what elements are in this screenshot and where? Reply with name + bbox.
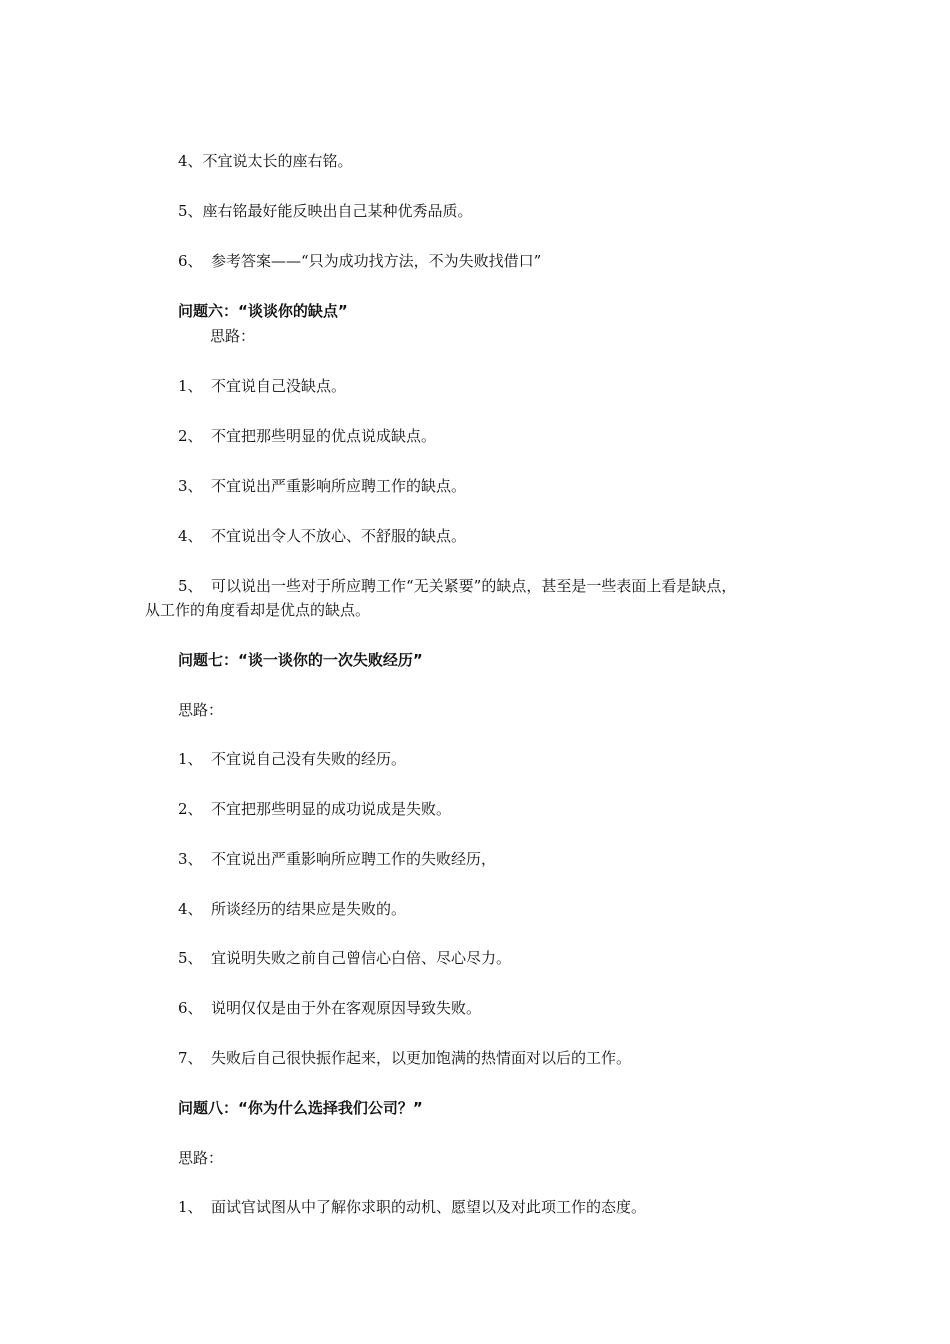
item-text: 不宜说自己没缺点。 [211, 377, 347, 395]
item-number: 5、 [178, 577, 203, 595]
item-number: 7、 [178, 1049, 203, 1067]
list-item [178, 526, 466, 546]
item-text: 不宜说出令人不放心、不舒服的缺点。 [211, 527, 467, 545]
list-item [178, 251, 541, 271]
list-item [178, 576, 736, 596]
list-item [178, 749, 406, 769]
section-heading-q6: 问题六：“谈谈你的缺点” [178, 302, 348, 320]
list-item [178, 376, 346, 396]
list-item: 5、座右铭最好能反映出自己某种优秀品质。 [178, 202, 473, 220]
item-number: 1、 [178, 750, 203, 768]
item-text: 不宜把那些明显的优点说成缺点。 [211, 427, 437, 445]
list-item [178, 476, 466, 496]
item-text: 说明仅仅是由于外在客观原因导致失败。 [211, 999, 482, 1017]
list-item [178, 849, 496, 869]
item-text: 不宜把那些明显的成功说成是失败。 [211, 800, 452, 818]
item-text: 所谈经历的结果应是失败的。 [211, 900, 407, 918]
item-text: 参考答案——“只为成功找方法，不为失败找借口” [211, 252, 542, 270]
list-item [178, 799, 451, 819]
item-number: 6、 [178, 252, 203, 270]
item-number: 2、 [178, 427, 203, 445]
list-item [178, 426, 436, 446]
item-text: 不宜说出严重影响所应聘工作的失败经历， [211, 850, 497, 868]
section-subtitle: 思路： [210, 327, 256, 345]
item-number: 5、 [178, 949, 203, 967]
list-item-continuation: 从工作的角度看却是优点的缺点。 [145, 601, 371, 619]
item-text: 可以说出一些对于所应聘工作“无关紧要”的缺点，甚至是一些表面上看是缺点， [211, 577, 737, 595]
list-item: 4、不宜说太长的座右铭。 [178, 152, 353, 170]
item-number: 4、 [178, 900, 203, 918]
item-number: 3、 [178, 850, 203, 868]
item-number: 6、 [178, 999, 203, 1017]
section-subtitle: 思路： [178, 701, 224, 719]
list-item [178, 1048, 631, 1068]
item-text: 不宜说自己没有失败的经历。 [211, 750, 407, 768]
item-number: 1、 [178, 377, 203, 395]
item-number: 4、 [178, 527, 203, 545]
item-text: 宜说明失败之前自己曾信心白倍、尽心尽力。 [211, 949, 512, 967]
section-heading-q8: 问题八：“你为什么选择我们公司？” [178, 1099, 423, 1117]
list-item [178, 899, 406, 919]
section-heading-q7: 问题七：“谈一谈你的一次失败经历” [178, 651, 423, 669]
item-text: 不宜说出严重影响所应聘工作的缺点。 [211, 477, 467, 495]
item-number: 2、 [178, 800, 203, 818]
list-item [178, 998, 481, 1018]
section-subtitle: 思路： [178, 1149, 224, 1167]
list-item [178, 948, 511, 968]
item-text: 面试官试图从中了解你求职的动机、愿望以及对此项工作的态度。 [211, 1198, 647, 1216]
item-text: 失败后自己很快振作起来，以更加饱满的热情面对以后的工作。 [211, 1049, 632, 1067]
item-number: 3、 [178, 477, 203, 495]
list-item [178, 1197, 646, 1217]
item-number: 1、 [178, 1198, 203, 1216]
